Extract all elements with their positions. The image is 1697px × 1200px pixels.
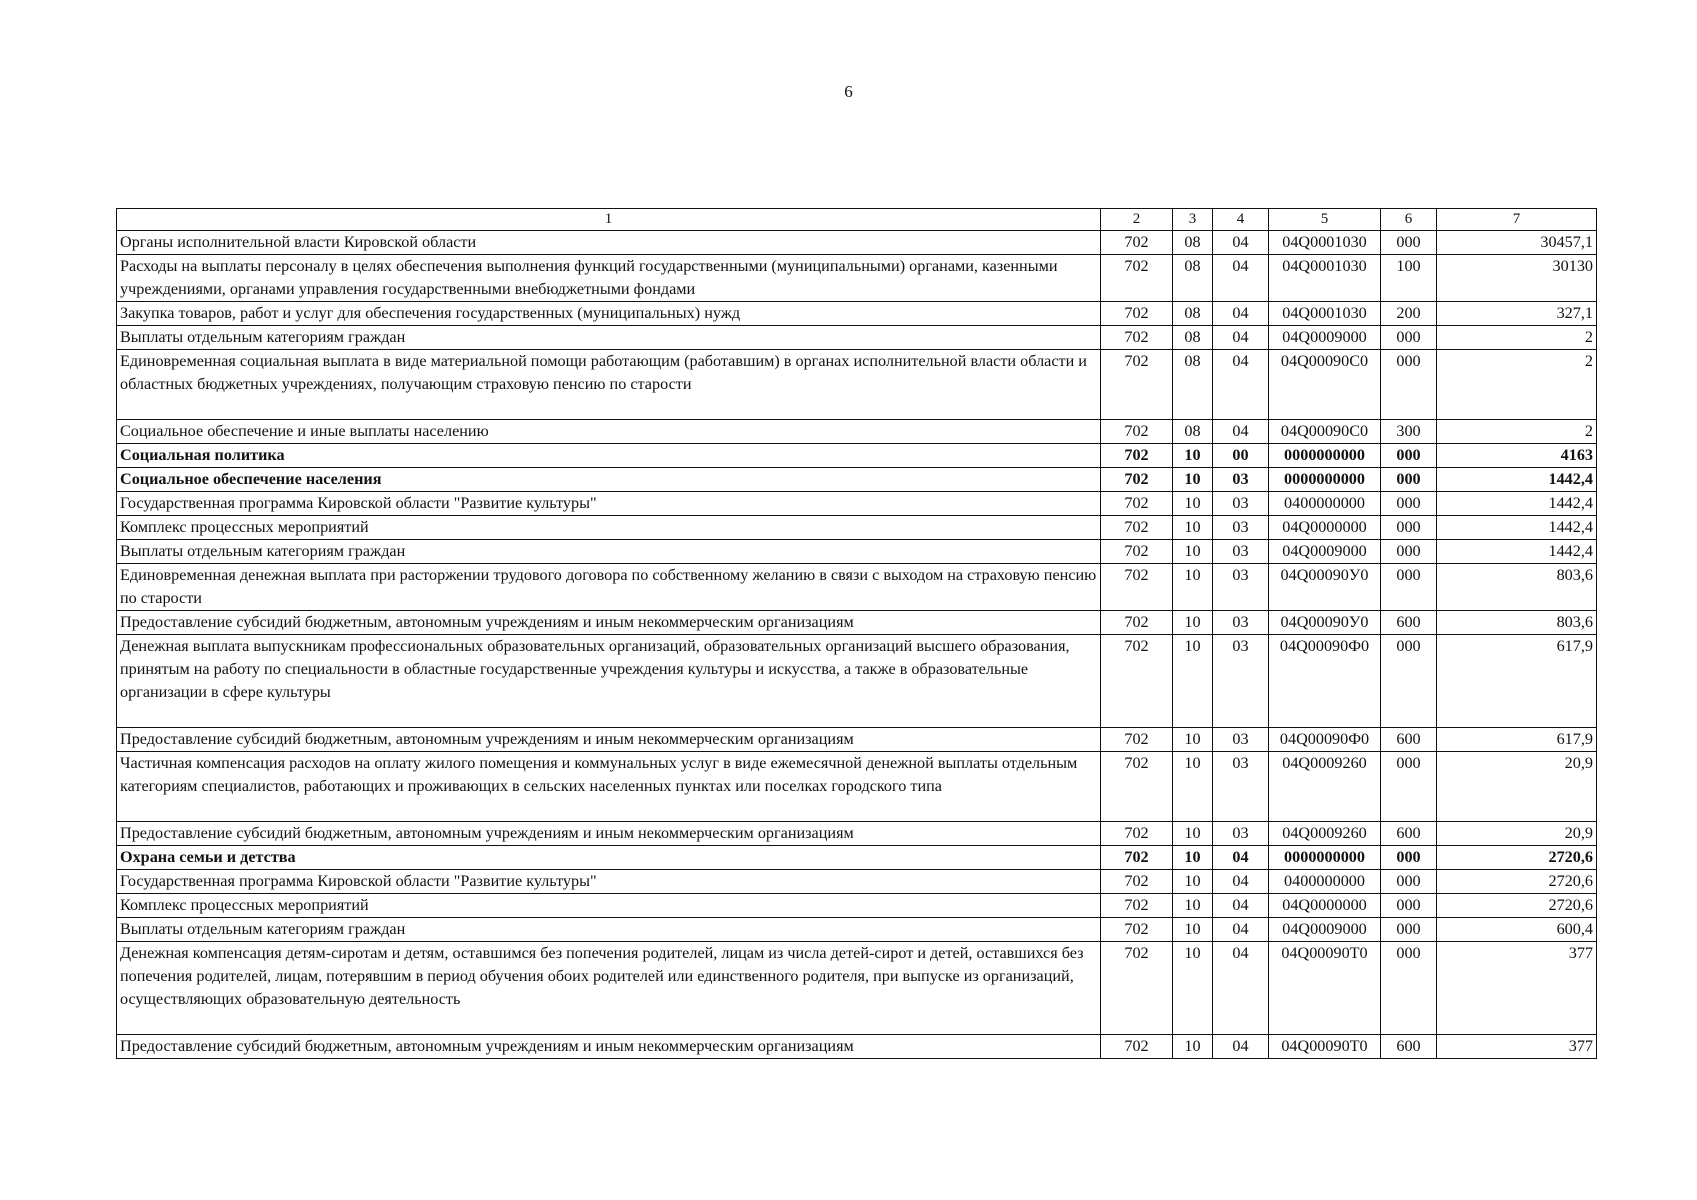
- row-code-6: 000: [1381, 492, 1437, 516]
- row-code-3: 10: [1173, 468, 1213, 492]
- table-row: [117, 350, 1597, 420]
- header-cell-7: 7: [1437, 209, 1597, 231]
- table-row: [117, 231, 1597, 255]
- header-cell-5: 5: [1269, 209, 1381, 231]
- row-code-4: 03: [1213, 752, 1269, 822]
- row-code-2: 702: [1101, 231, 1173, 255]
- row-code-5: 0000000000: [1269, 468, 1381, 492]
- table-row: [117, 728, 1597, 752]
- row-code-6: 000: [1381, 635, 1437, 728]
- row-code-3: 10: [1173, 564, 1213, 611]
- row-code-3: 08: [1173, 420, 1213, 444]
- row-code-6: 200: [1381, 302, 1437, 326]
- row-code-2: 702: [1101, 350, 1173, 420]
- row-amount: 2: [1437, 326, 1597, 350]
- table-body: [117, 209, 1597, 1059]
- table-row: [117, 942, 1597, 1035]
- row-code-5: 04Q00090C0: [1269, 350, 1381, 420]
- row-code-4: 04: [1213, 302, 1269, 326]
- row-code-3: 10: [1173, 942, 1213, 1035]
- row-code-2: 702: [1101, 468, 1173, 492]
- table-row: [117, 870, 1597, 894]
- row-code-3: 10: [1173, 728, 1213, 752]
- row-code-5: 04Q00090У0: [1269, 611, 1381, 635]
- row-code-2: 702: [1101, 492, 1173, 516]
- row-code-2: 702: [1101, 942, 1173, 1035]
- table-row: [117, 822, 1597, 846]
- row-code-6: 600: [1381, 728, 1437, 752]
- row-name: Закупка товаров, работ и услуг для обеспечения государственных (муниципальных) нужд: [117, 302, 1101, 326]
- table-row: [117, 611, 1597, 635]
- row-name: Предоставление субсидий бюджетным, автономным учреждениям и иным некоммерческим организациям: [117, 728, 1101, 752]
- row-amount: 30457,1: [1437, 231, 1597, 255]
- row-code-3: 10: [1173, 516, 1213, 540]
- row-code-2: 702: [1101, 846, 1173, 870]
- row-code-6: 000: [1381, 752, 1437, 822]
- row-code-6: 000: [1381, 942, 1437, 1035]
- row-name: Комплекс процессных мероприятий: [117, 516, 1101, 540]
- row-name: Органы исполнительной власти Кировской области: [117, 231, 1101, 255]
- row-code-2: 702: [1101, 611, 1173, 635]
- table-row: [117, 752, 1597, 822]
- row-name: Предоставление субсидий бюджетным, автономным учреждениям и иным некоммерческим организациям: [117, 822, 1101, 846]
- row-code-5: 04Q0009000: [1269, 326, 1381, 350]
- row-code-4: 04: [1213, 894, 1269, 918]
- row-code-5: 04Q0009260: [1269, 752, 1381, 822]
- row-code-6: 300: [1381, 420, 1437, 444]
- row-code-6: 000: [1381, 918, 1437, 942]
- row-code-5: 04Q0001030: [1269, 231, 1381, 255]
- budget-table: [116, 208, 1597, 1059]
- row-code-5: 0400000000: [1269, 492, 1381, 516]
- table-row: [117, 420, 1597, 444]
- row-code-3: 08: [1173, 326, 1213, 350]
- row-code-5: 0400000000: [1269, 870, 1381, 894]
- table-row: [117, 1035, 1597, 1059]
- row-code-5: 04Q00090Т0: [1269, 942, 1381, 1035]
- table-row: [117, 540, 1597, 564]
- row-code-2: 702: [1101, 540, 1173, 564]
- row-amount: 617,9: [1437, 635, 1597, 728]
- row-code-6: 600: [1381, 1035, 1437, 1059]
- row-name: Комплекс процессных мероприятий: [117, 894, 1101, 918]
- row-amount: 377: [1437, 942, 1597, 1035]
- row-amount: 1442,4: [1437, 516, 1597, 540]
- row-code-5: 04Q0001030: [1269, 302, 1381, 326]
- table-row: [117, 302, 1597, 326]
- row-code-2: 702: [1101, 752, 1173, 822]
- row-name: Выплаты отдельным категориям граждан: [117, 540, 1101, 564]
- header-cell-6: 6: [1381, 209, 1437, 231]
- row-code-6: 600: [1381, 611, 1437, 635]
- row-code-4: 03: [1213, 468, 1269, 492]
- row-code-4: 04: [1213, 255, 1269, 302]
- row-name: Охрана семьи и детства: [117, 846, 1101, 870]
- row-code-6: 000: [1381, 468, 1437, 492]
- row-amount: 2: [1437, 350, 1597, 420]
- row-name: Предоставление субсидий бюджетным, автономным учреждениям и иным некоммерческим организациям: [117, 611, 1101, 635]
- table-row: [117, 468, 1597, 492]
- row-amount: 20,9: [1437, 822, 1597, 846]
- row-code-2: 702: [1101, 564, 1173, 611]
- row-code-5: 04Q00090Ф0: [1269, 635, 1381, 728]
- row-code-4: 00: [1213, 444, 1269, 468]
- row-code-6: 000: [1381, 444, 1437, 468]
- row-code-5: 04Q0001030: [1269, 255, 1381, 302]
- row-amount: 617,9: [1437, 728, 1597, 752]
- row-amount: 1442,4: [1437, 540, 1597, 564]
- row-code-6: 000: [1381, 846, 1437, 870]
- table-row: [117, 492, 1597, 516]
- table-row: [117, 516, 1597, 540]
- row-code-4: 03: [1213, 635, 1269, 728]
- row-amount: 803,6: [1437, 564, 1597, 611]
- row-name: Выплаты отдельным категориям граждан: [117, 918, 1101, 942]
- table-row: [117, 444, 1597, 468]
- page-number: 6: [844, 82, 853, 101]
- row-code-2: 702: [1101, 516, 1173, 540]
- row-code-6: 600: [1381, 822, 1437, 846]
- row-code-2: 702: [1101, 918, 1173, 942]
- row-amount: 4163: [1437, 444, 1597, 468]
- row-code-4: 03: [1213, 822, 1269, 846]
- header-cell-4: 4: [1213, 209, 1269, 231]
- row-code-2: 702: [1101, 326, 1173, 350]
- row-name: Единовременная денежная выплата при расторжении трудового договора по собственному желанию в связи с выходом на страховую пенсию по старости: [117, 564, 1101, 611]
- row-name: Выплаты отдельным категориям граждан: [117, 326, 1101, 350]
- row-code-5: 0000000000: [1269, 846, 1381, 870]
- row-code-4: 03: [1213, 611, 1269, 635]
- row-code-6: 000: [1381, 564, 1437, 611]
- row-code-3: 10: [1173, 611, 1213, 635]
- row-name: Денежная компенсация детям-сиротам и детям, оставшимся без попечения родителей, лицам из числа детей-сирот и детей, оставшихся без попечения родителей, лицам, потерявшим в период обучения обоих родителей или единственного родителя, при выпуске из организаций, осуществляющих образовательную деятельность: [117, 942, 1101, 1035]
- table-row: [117, 894, 1597, 918]
- row-code-3: 10: [1173, 870, 1213, 894]
- row-code-3: 10: [1173, 822, 1213, 846]
- header-cell-2: 2: [1101, 209, 1173, 231]
- row-code-3: 10: [1173, 752, 1213, 822]
- row-amount: 2720,6: [1437, 894, 1597, 918]
- row-code-5: 04Q0009000: [1269, 540, 1381, 564]
- row-code-6: 000: [1381, 870, 1437, 894]
- row-code-4: 04: [1213, 326, 1269, 350]
- header-cell-3: 3: [1173, 209, 1213, 231]
- row-code-3: 10: [1173, 894, 1213, 918]
- row-code-3: 10: [1173, 492, 1213, 516]
- row-code-4: 03: [1213, 540, 1269, 564]
- row-code-4: 04: [1213, 231, 1269, 255]
- row-code-3: 10: [1173, 635, 1213, 728]
- row-code-5: 04Q00090Ф0: [1269, 728, 1381, 752]
- row-code-5: 04Q0009260: [1269, 822, 1381, 846]
- row-code-4: 04: [1213, 918, 1269, 942]
- row-name: Социальное обеспечение населения: [117, 468, 1101, 492]
- row-name: Социальное обеспечение и иные выплаты населению: [117, 420, 1101, 444]
- row-code-2: 702: [1101, 870, 1173, 894]
- table-row: [117, 635, 1597, 728]
- row-amount: 327,1: [1437, 302, 1597, 326]
- row-name: Денежная выплата выпускникам профессиональных образовательных организаций, образовательных организаций высшего образования, принятым на работу по специальности в областные государственные учреждения культуры и искусства, а также в образовательные организации в сфере культуры: [117, 635, 1101, 728]
- header-cell-1: 1: [117, 209, 1101, 231]
- row-amount: 377: [1437, 1035, 1597, 1059]
- row-code-2: 702: [1101, 255, 1173, 302]
- row-code-2: 702: [1101, 894, 1173, 918]
- row-code-6: 000: [1381, 231, 1437, 255]
- row-code-5: 04Q0000000: [1269, 516, 1381, 540]
- row-code-6: 000: [1381, 516, 1437, 540]
- row-code-5: 04Q00090C0: [1269, 420, 1381, 444]
- row-code-4: 04: [1213, 420, 1269, 444]
- row-amount: 30130: [1437, 255, 1597, 302]
- row-name: Частичная компенсация расходов на оплату жилого помещения и коммунальных услуг в виде ежемесячной денежной выплаты отдельным категориям специалистов, работающих и проживающих в сельских населенных пунктах или поселках городского типа: [117, 752, 1101, 822]
- row-amount: 803,6: [1437, 611, 1597, 635]
- row-code-3: 08: [1173, 302, 1213, 326]
- row-code-2: 702: [1101, 1035, 1173, 1059]
- row-code-3: 08: [1173, 231, 1213, 255]
- row-code-6: 000: [1381, 540, 1437, 564]
- row-code-2: 702: [1101, 302, 1173, 326]
- row-amount: 20,9: [1437, 752, 1597, 822]
- row-code-4: 03: [1213, 516, 1269, 540]
- row-code-5: 04Q00090У0: [1269, 564, 1381, 611]
- row-name: Государственная программа Кировской области "Развитие культуры": [117, 492, 1101, 516]
- row-code-4: 04: [1213, 870, 1269, 894]
- row-code-2: 702: [1101, 420, 1173, 444]
- row-code-6: 000: [1381, 894, 1437, 918]
- row-code-5: 04Q00090Т0: [1269, 1035, 1381, 1059]
- row-code-4: 04: [1213, 942, 1269, 1035]
- row-name: Расходы на выплаты персоналу в целях обеспечения выполнения функций государственными (муниципальными) органами, казенными учреждениями, органами управления государственными внебюджетными фондами: [117, 255, 1101, 302]
- row-code-3: 08: [1173, 255, 1213, 302]
- row-name: Социальная политика: [117, 444, 1101, 468]
- row-code-5: 04Q0000000: [1269, 894, 1381, 918]
- header-row: [117, 209, 1597, 231]
- row-code-5: 04Q0009000: [1269, 918, 1381, 942]
- row-code-2: 702: [1101, 728, 1173, 752]
- row-name: Единовременная социальная выплата в виде материальной помощи работающим (работавшим) в органах исполнительной власти области и областных бюджетных учреждениях, получающим страховую пенсию по старости: [117, 350, 1101, 420]
- row-name: Государственная программа Кировской области "Развитие культуры": [117, 870, 1101, 894]
- row-code-3: 08: [1173, 350, 1213, 420]
- row-code-4: 04: [1213, 846, 1269, 870]
- row-amount: 2720,6: [1437, 846, 1597, 870]
- row-code-4: 04: [1213, 1035, 1269, 1059]
- row-amount: 1442,4: [1437, 468, 1597, 492]
- table-row: [117, 255, 1597, 302]
- row-code-6: 100: [1381, 255, 1437, 302]
- row-code-3: 10: [1173, 540, 1213, 564]
- row-code-2: 702: [1101, 822, 1173, 846]
- row-name: Предоставление субсидий бюджетным, автономным учреждениям и иным некоммерческим организациям: [117, 1035, 1101, 1059]
- table-row: [117, 564, 1597, 611]
- row-amount: 600,4: [1437, 918, 1597, 942]
- row-code-6: 000: [1381, 350, 1437, 420]
- row-code-2: 702: [1101, 635, 1173, 728]
- row-code-3: 10: [1173, 444, 1213, 468]
- row-code-3: 10: [1173, 918, 1213, 942]
- row-amount: 2720,6: [1437, 870, 1597, 894]
- row-code-4: 04: [1213, 350, 1269, 420]
- row-code-4: 03: [1213, 564, 1269, 611]
- row-code-3: 10: [1173, 846, 1213, 870]
- row-code-5: 0000000000: [1269, 444, 1381, 468]
- row-amount: 2: [1437, 420, 1597, 444]
- table-row: [117, 918, 1597, 942]
- row-code-2: 702: [1101, 444, 1173, 468]
- table-row: [117, 846, 1597, 870]
- row-code-3: 10: [1173, 1035, 1213, 1059]
- row-amount: 1442,4: [1437, 492, 1597, 516]
- row-code-6: 000: [1381, 326, 1437, 350]
- table-row: [117, 326, 1597, 350]
- row-code-4: 03: [1213, 492, 1269, 516]
- row-code-4: 03: [1213, 728, 1269, 752]
